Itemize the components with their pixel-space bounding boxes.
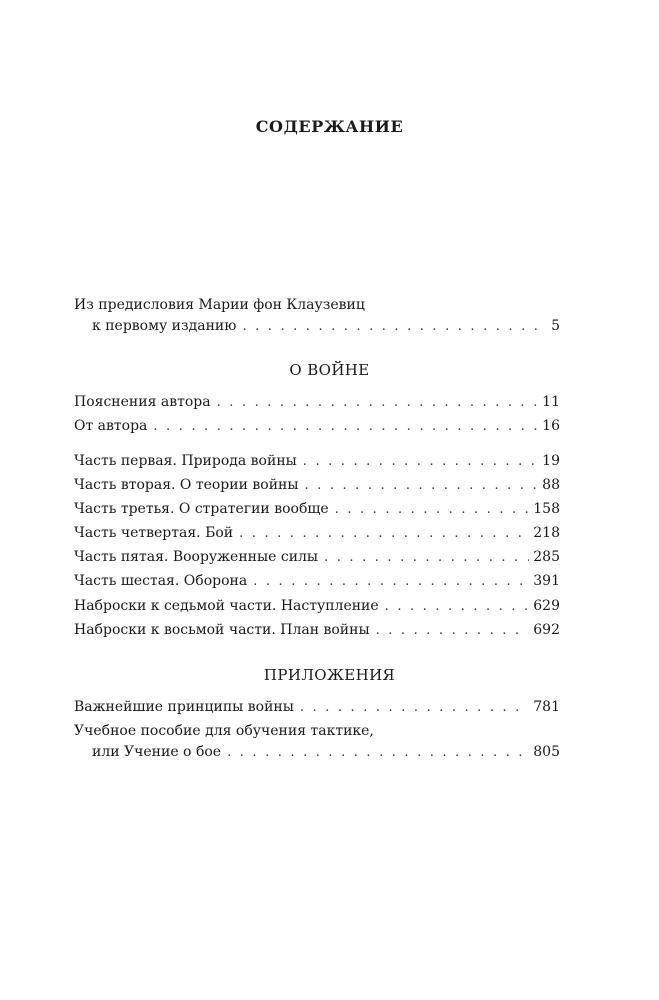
- page-number: 781: [533, 699, 560, 715]
- dot-leader: [239, 524, 529, 544]
- toc-entry-title: Часть третья. О стратегии вообще: [74, 501, 329, 517]
- toc-entry-title: Часть пятая. Вооруженные силы: [74, 549, 319, 565]
- toc-entry[interactable]: [74, 620, 560, 640]
- toc-entry-title: к первому изданию: [92, 318, 237, 334]
- dot-leader: [376, 621, 530, 641]
- dot-leader: [300, 698, 529, 718]
- toc-entry[interactable]: [74, 571, 560, 591]
- section-title-war: О ВОЙНЕ: [289, 361, 370, 379]
- toc-entry[interactable]: [74, 392, 560, 412]
- page-number: 805: [533, 744, 560, 760]
- toc-entry-preface-line1[interactable]: [74, 295, 560, 315]
- page-number: 19: [542, 453, 560, 469]
- page-title: СОДЕРЖАНИЕ: [255, 117, 404, 136]
- dot-leader: [153, 417, 538, 437]
- toc-entry[interactable]: [74, 596, 560, 616]
- toc-entry[interactable]: [74, 416, 560, 436]
- toc-entry-title: Часть четвертая. Бой: [74, 525, 234, 541]
- toc-entry-title: Учебное пособие для обучения тактике,: [74, 723, 374, 739]
- toc-entry-title: Часть первая. Природа войны: [74, 453, 297, 469]
- page-number: 11: [542, 394, 560, 410]
- dot-leader: [303, 452, 538, 472]
- dot-leader: [217, 393, 539, 413]
- toc-entry-line1[interactable]: [74, 721, 560, 741]
- toc-entry-title: Наброски к седьмой части. Наступление: [74, 598, 379, 614]
- toc-entry[interactable]: [74, 697, 560, 717]
- toc-entry-title: Наброски к восьмой части. План войны: [74, 622, 370, 638]
- toc-entry-title: Важнейшие принципы войны: [74, 699, 294, 715]
- page-number: 692: [533, 622, 560, 638]
- toc-entry-title: Из предисловия Марии фон Клаузевиц: [74, 297, 365, 313]
- page-number: 158: [533, 501, 560, 517]
- dot-leader: [242, 317, 547, 337]
- page-number: 629: [533, 598, 560, 614]
- dot-leader: [305, 476, 539, 496]
- toc-entry[interactable]: [74, 547, 560, 567]
- toc-entry[interactable]: [74, 499, 560, 519]
- toc-entry-title: Пояснения автора: [74, 394, 211, 410]
- toc-entry-preface-line2[interactable]: [92, 316, 560, 336]
- dot-leader: [385, 597, 530, 617]
- toc-entry[interactable]: [74, 475, 560, 495]
- toc-entry-line2[interactable]: [92, 742, 560, 762]
- toc-entry-title: От автора: [74, 418, 148, 434]
- toc-entry-title: или Учение о бое: [92, 744, 222, 760]
- toc-entry-title: Часть шестая. Оборона: [74, 573, 248, 589]
- toc-entry[interactable]: [74, 451, 560, 471]
- page-number: 285: [533, 549, 560, 565]
- section-title-appendix: ПРИЛОЖЕНИЯ: [263, 666, 396, 684]
- toc-entry[interactable]: [74, 523, 560, 543]
- dot-leader: [253, 572, 529, 592]
- dot-leader: [335, 500, 530, 520]
- dot-leader: [227, 743, 529, 763]
- page-number: 16: [542, 418, 560, 434]
- dot-leader: [324, 548, 529, 568]
- page-number: 88: [542, 477, 560, 493]
- page-number: 218: [533, 525, 560, 541]
- page-number: 5: [551, 318, 560, 334]
- page-number: 391: [533, 573, 560, 589]
- toc-entry-title: Часть вторая. О теории войны: [74, 477, 299, 493]
